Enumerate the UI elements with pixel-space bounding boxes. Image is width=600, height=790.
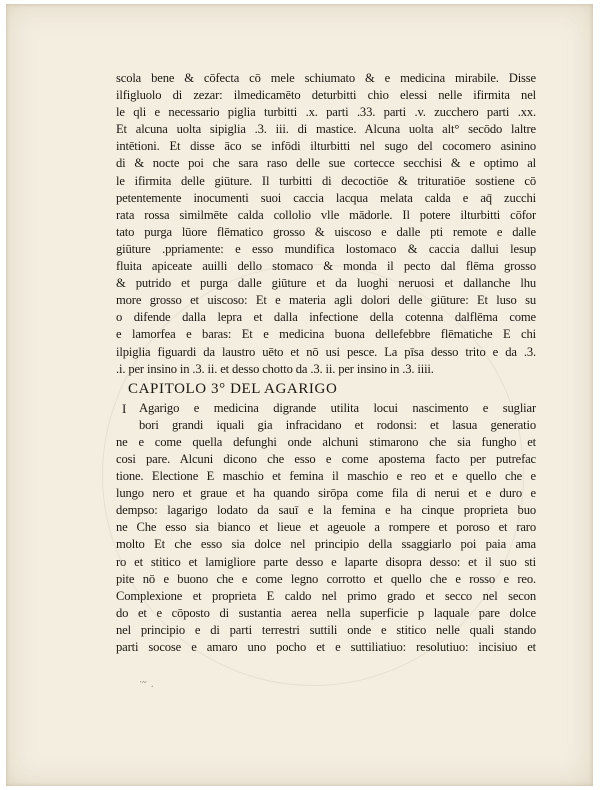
passage-agarigo xyxy=(116,400,536,656)
text-line: tato purga lūore flēmatico grosso & uiscoso e dalle pti remote e dalle xyxy=(116,224,536,239)
text-line: parti socose e amaro uno pocho et e suttiliatiuo: resolutiuo: incisiuo et xyxy=(116,640,536,654)
text-line: molto Et che esso sia dolce nel principio della ssaggiarlo poi paia ama xyxy=(116,537,536,552)
text-line: lungo nero et graue et ha quando sirōpa come fila di nerui et e duro e xyxy=(116,486,536,501)
text-line: giūture .ppriamente: e esso mundifica lostomaco & caccia dallui lesup xyxy=(116,241,536,256)
text-block xyxy=(116,70,536,656)
text-line: & putrido et purga dalle giūture et da luoghi neruosi et dallanche lhu xyxy=(116,276,536,291)
text-line: intētioni. Et disse āco se infōdi ilturbitti nel sugo del cocomero asinino xyxy=(116,139,536,154)
text-line: dempso: lagarigo lodato da sauī e la femina e ha cinque proprieta buo xyxy=(116,503,536,518)
text-line: ne e come quella defunghi onde alchuni stimarono che sia fungho et xyxy=(116,434,536,449)
text-line: ro et stitico et lamigliore parte desso e laparte disopra desso: et il suo sti xyxy=(116,554,536,569)
text-line: ilpiglia figuardi da laustro uēto et nō usi pesce. La pīsa desso trito e da .3. xyxy=(116,344,536,359)
text-line: nel principio e di parti terrestri suttili onde e stitico nelle quali stando xyxy=(116,622,536,637)
text-line: bori grandi iquali gia infracidano et rodonsi: et lasua generatio xyxy=(139,417,536,432)
text-line: cosi pare. Alcuni dicono che esso e come apostema facto per putrefac xyxy=(116,451,536,466)
text-line: rata rossa similmēte calda collolio vlle mādorle. Il potere ilturbitti cōfor xyxy=(116,207,536,222)
text-line: le ifirmita delle giūture. Il turbitti di decoctiōe & trituratiōe sostiene cō xyxy=(116,173,536,188)
text-line: scola bene & cōfecta cō mele schiumato & e medicina mirabile. Disse xyxy=(116,71,536,85)
text-line: pite nō e buono che e come legno corrotto et quello che e rosso e reo. xyxy=(116,571,536,586)
manuscript-page xyxy=(6,4,593,786)
passage-turbitti xyxy=(116,70,536,378)
text-line: Agarigo e medicina digrande utilita locui nascimento e sugliar xyxy=(139,400,536,415)
text-line: petentemente inocumenti suoi caccia lacqua melata calda e aq̄ zucchi xyxy=(116,190,536,205)
text-line: o difende dalla lepra et dalla infectione della cotenna dalflēma come xyxy=(116,310,536,325)
text-line: .i. per insino in .3. ii. et desso chotto da .3. ii. per insino in .3. iiii. xyxy=(116,361,434,376)
text-line: Complexione et proprieta E caldo nel primo grado et secco nel secon xyxy=(116,588,536,603)
text-line: le qli e necessario piglia turbitti .x. parti .33. parti .v. zucchero parti .xx. xyxy=(116,105,536,120)
text-line: di & nocte poi che sara raso delle sue cortecce secchisi & e optimo al xyxy=(116,156,536,171)
text-line: fluita apiceate auilli dello stomaco & monda il pecto dal flēma grosso xyxy=(116,259,536,274)
initial-letter: I xyxy=(122,400,127,416)
text-line: do et e cōposto di sustantia aerea nella superficie p laquale pare dolce xyxy=(116,605,536,620)
text-line: ne Che esso sia bianco et lieue et ageuole a rompere et poroso et raro xyxy=(116,520,536,535)
text-line: tione. Electione E maschio et femina il maschio e reo et e quello che e xyxy=(116,469,536,484)
ink-mark: ˙ ᷉ · xyxy=(138,680,154,693)
text-line: Et alcuna uolta sipiglia .3. iii. di mastice. Alcuna uolta alt° secōdo laltre xyxy=(116,122,536,137)
text-line: e lamorfea e baras: Et e medicina buona dellefebbre flēmatiche E chi xyxy=(116,327,536,342)
chapter-heading: CAPITOLO 3° DEL AGARIGO xyxy=(128,380,338,397)
text-line: ilfigluolo di zezar: ilmedicamēto deturbitti chio elessi nelle ifirmita nel xyxy=(116,88,536,103)
text-line: more grosso et uiscoso: Et e materia agli dolori delle giūture: Et luso su xyxy=(116,293,536,308)
